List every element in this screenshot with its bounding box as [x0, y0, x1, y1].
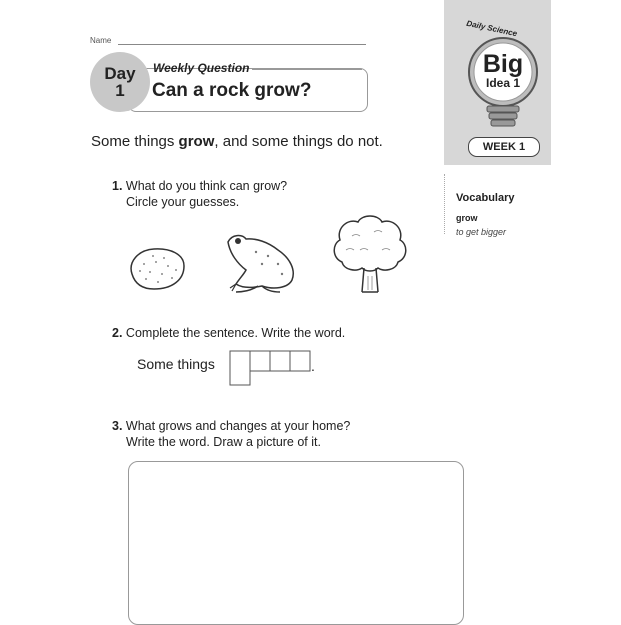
- day-circle: [90, 52, 150, 112]
- name-label: Name: [90, 36, 112, 45]
- question-1-number: 1.: [112, 179, 123, 193]
- weekly-question-label: Weekly Question: [153, 61, 250, 75]
- question-2-line1: Complete the sentence. Write the word.: [125, 326, 346, 340]
- vocabulary-word: grow: [456, 213, 478, 223]
- vocabulary-title: Vocabulary: [456, 192, 515, 204]
- question-2-number: 2.: [112, 326, 123, 340]
- week-badge: WEEK 1: [468, 137, 540, 157]
- intro-text-start: Some things: [91, 133, 179, 150]
- day-number: 1: [115, 81, 125, 100]
- weekly-rule: [252, 69, 362, 70]
- vocabulary-definition: to get bigger: [456, 227, 507, 237]
- question-1-line2: Circle your guesses.: [126, 195, 240, 209]
- question-1: [112, 178, 287, 210]
- vocab-divider: [444, 174, 445, 234]
- question-3-line1: What grows and changes at your home?: [125, 419, 351, 433]
- question-3: [112, 418, 350, 450]
- question-3-number: 3.: [112, 419, 123, 433]
- page-title: Can a rock grow?: [152, 80, 312, 101]
- intro-sentence: [91, 133, 383, 150]
- letter-boxes[interactable]: [229, 350, 319, 390]
- question-3-line2: Write the word. Draw a picture of it.: [126, 435, 321, 449]
- sentence-start: Some things: [137, 356, 215, 372]
- big-label: Big: [482, 50, 524, 78]
- tree-icon[interactable]: [330, 212, 410, 296]
- intro-text-end: , and some things do not.: [214, 133, 383, 150]
- daily-science-label: Daily Science: [465, 18, 518, 39]
- sentence-end: .: [311, 358, 315, 374]
- name-line[interactable]: [118, 44, 366, 45]
- intro-bold-word: grow: [178, 133, 215, 150]
- day-word: Day: [104, 64, 136, 83]
- lightbulb-icon: [455, 34, 551, 134]
- frog-icon[interactable]: [222, 230, 302, 294]
- question-2: [112, 326, 345, 340]
- drawing-area[interactable]: [128, 461, 464, 625]
- rock-icon[interactable]: [126, 244, 188, 292]
- idea-label: Idea 1: [485, 76, 521, 90]
- question-1-line1: What do you think can grow?: [125, 179, 288, 193]
